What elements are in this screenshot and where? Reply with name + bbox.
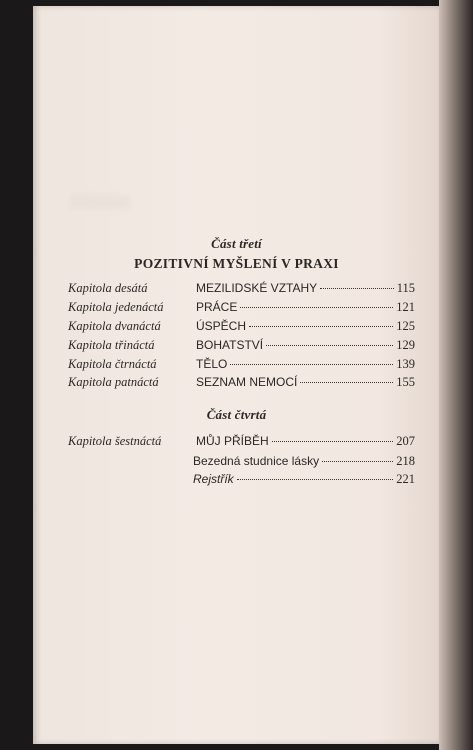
page-number: 218 (396, 454, 415, 468)
toc-entry (196, 375, 415, 390)
toc-entry (196, 319, 415, 334)
toc-entry (196, 338, 415, 353)
part-three-heading: Část třetí (211, 236, 262, 251)
toc-row-chapter-10 (0, 281, 473, 299)
page-number: 129 (396, 338, 415, 352)
chapter-title: MŮJ PŘÍBĚH (196, 434, 269, 448)
section-title: Bezedná studnice lásky (193, 454, 320, 468)
page-number: 125 (396, 319, 415, 333)
chapter-title: PRÁCE (196, 300, 238, 314)
dot-leader (240, 307, 393, 308)
page-number: 155 (396, 375, 415, 389)
dot-leader (249, 326, 393, 327)
dot-leader (237, 479, 394, 480)
toc-row-chapter-14 (0, 357, 473, 375)
toc-row-chapter-15 (0, 375, 473, 393)
chapter-label: Kapitola čtrnáctá (68, 357, 157, 371)
toc-entry (196, 300, 415, 315)
toc-entry (196, 281, 415, 296)
toc-row-index (0, 472, 473, 490)
toc-entry (193, 472, 415, 487)
page-number: 221 (396, 472, 415, 486)
chapter-title: BOHATSTVÍ (196, 338, 264, 352)
toc-row-chapter-13 (0, 338, 473, 356)
toc-row-subsection (0, 454, 473, 472)
chapter-title: SEZNAM NEMOCÍ (196, 375, 298, 389)
page-number: 139 (396, 357, 415, 371)
toc-row-chapter-11 (0, 300, 473, 318)
chapter-label: Kapitola jedenáctá (68, 300, 164, 314)
page-number: 207 (396, 434, 415, 448)
chapter-label: Kapitola dvanáctá (68, 319, 161, 333)
toc-entry (193, 454, 415, 469)
dot-leader (272, 441, 394, 442)
chapter-title: ÚSPĚCH (196, 319, 247, 333)
toc-entry (196, 357, 415, 372)
dot-leader (320, 288, 394, 289)
chapter-label: Kapitola třináctá (68, 338, 155, 352)
chapter-label: Kapitola šestnáctá (68, 434, 162, 448)
chapter-label: Kapitola desátá (68, 281, 148, 295)
chapter-title: TĚLO (196, 357, 228, 371)
dot-leader (322, 461, 393, 462)
dot-leader (230, 364, 393, 365)
dot-leader (266, 345, 393, 346)
part-four-heading: Část čtvrtá (206, 407, 267, 422)
chapter-title: MEZILIDSKÉ VZTAHY (196, 281, 318, 295)
part-three-title: POZITIVNÍ MYŠLENÍ V PRAXI (134, 256, 339, 271)
chapter-label: Kapitola patnáctá (68, 375, 159, 389)
toc-row-chapter-12 (0, 319, 473, 337)
toc-row-chapter-16 (0, 434, 473, 452)
show-through-text (70, 195, 130, 209)
index-title: Rejstřík (193, 472, 234, 486)
page-number: 115 (396, 281, 415, 295)
toc-entry (196, 434, 415, 449)
page-number: 121 (396, 300, 415, 314)
dot-leader (300, 382, 393, 383)
